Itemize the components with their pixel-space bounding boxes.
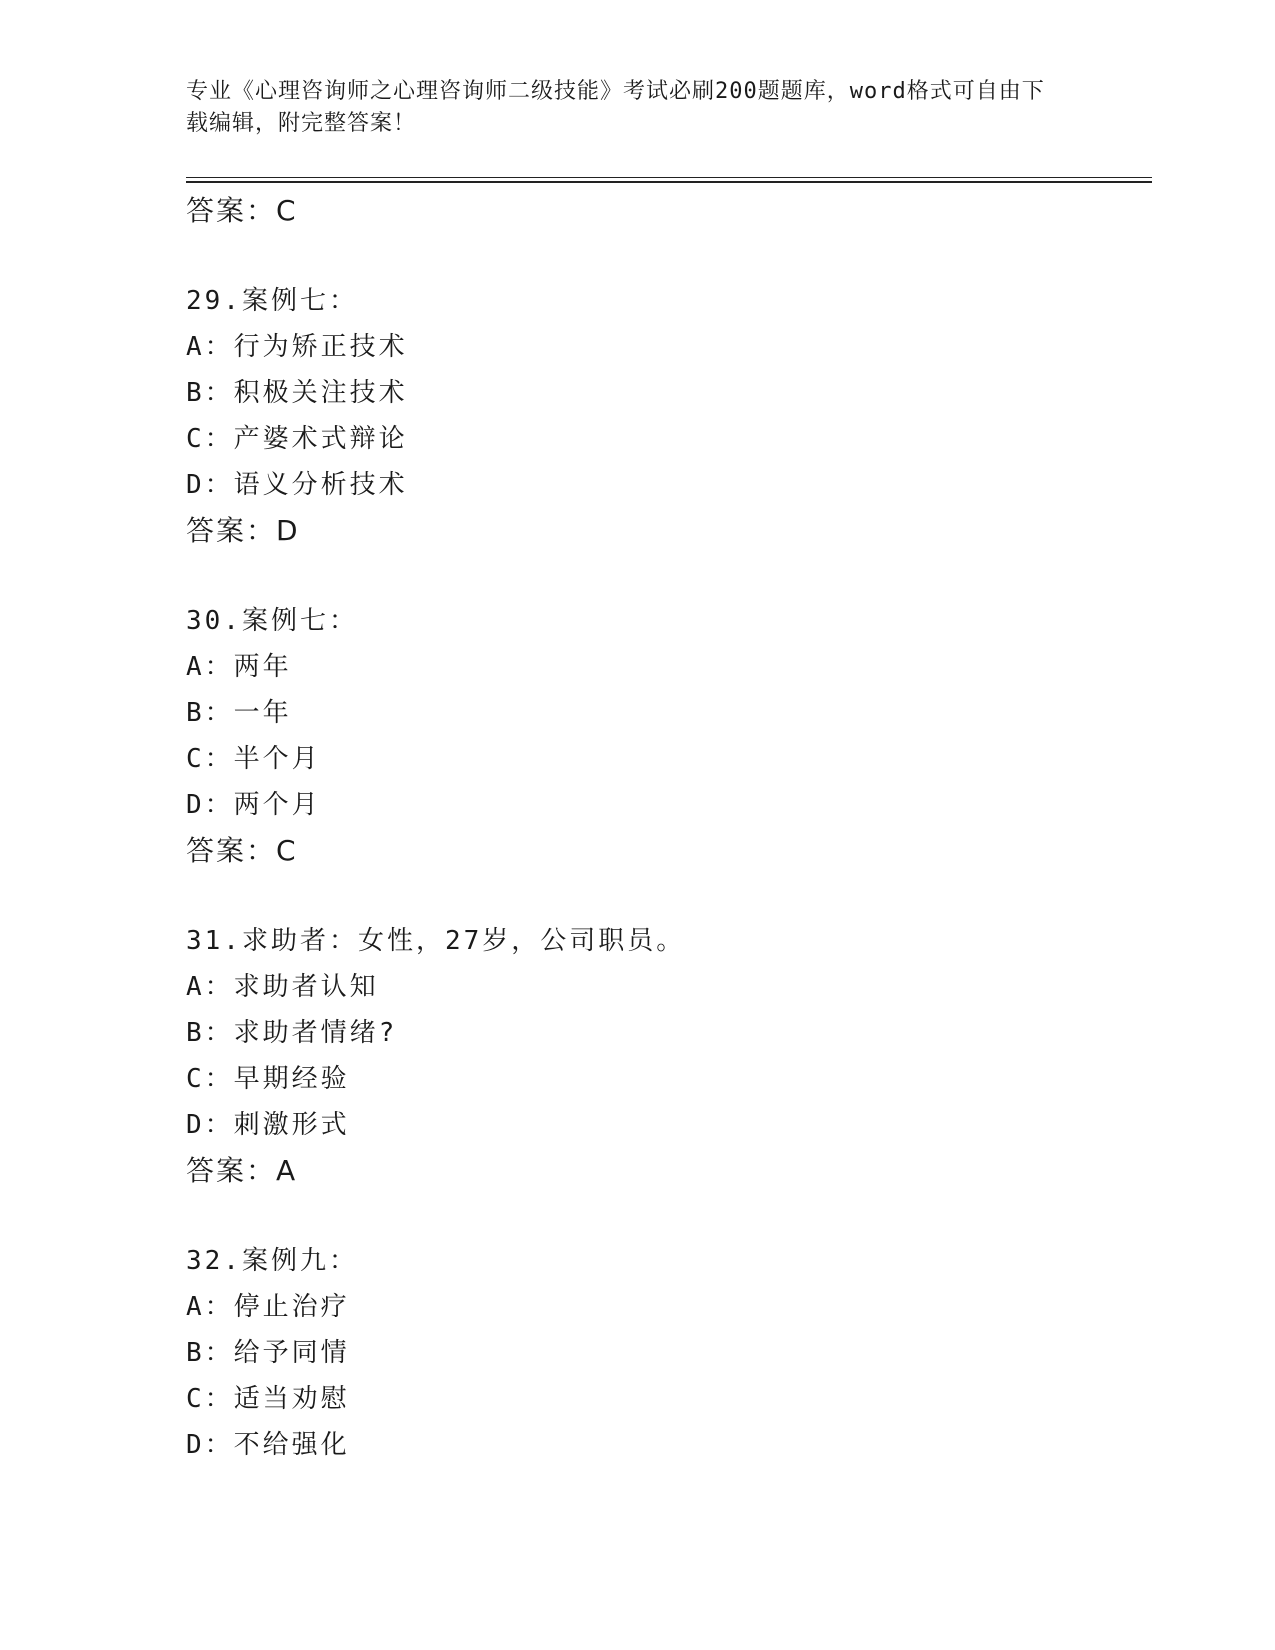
answer-line: 答案：C bbox=[186, 194, 298, 227]
spacer bbox=[186, 874, 1146, 918]
question-stem: 30.案例七： bbox=[186, 606, 358, 636]
header-divider-thin bbox=[186, 177, 1152, 178]
document-header: 专业《心理咨询师之心理咨询师二级技能》考试必刷200题题库，word格式可自由下载编辑，附完整答案！ bbox=[186, 79, 1045, 136]
answer-line: 答案：C bbox=[186, 834, 298, 867]
option-a: A：停止治疗 bbox=[186, 1292, 350, 1322]
question-block bbox=[186, 1238, 1146, 1468]
answer-line: 答案：A bbox=[186, 1154, 298, 1187]
question-stem: 32.案例九： bbox=[186, 1246, 358, 1276]
question-block bbox=[186, 598, 1146, 874]
header-divider-thick bbox=[186, 181, 1152, 183]
option-b: B：积极关注技术 bbox=[186, 378, 408, 408]
question-stem: 31.求助者：女性，27岁，公司职员。 bbox=[186, 926, 686, 956]
option-b: B：求助者情绪? bbox=[186, 1018, 398, 1048]
question-block bbox=[186, 918, 1146, 1194]
option-d: D：两个月 bbox=[186, 790, 321, 820]
option-d: D：语义分析技术 bbox=[186, 470, 408, 500]
spacer bbox=[186, 1194, 1146, 1238]
option-c: C：半个月 bbox=[186, 744, 321, 774]
question-list bbox=[186, 188, 1146, 1468]
answer-line: 答案：D bbox=[186, 514, 300, 547]
option-a: A：两年 bbox=[186, 652, 292, 682]
spacer bbox=[186, 234, 1146, 278]
option-b: B：一年 bbox=[186, 698, 292, 728]
question-block bbox=[186, 278, 1146, 554]
option-c: C：产婆术式辩论 bbox=[186, 424, 408, 454]
spacer bbox=[186, 554, 1146, 598]
question-stem: 29.案例七： bbox=[186, 286, 358, 316]
option-c: C：适当劝慰 bbox=[186, 1384, 350, 1414]
option-d: D：不给强化 bbox=[186, 1430, 350, 1460]
option-c: C：早期经验 bbox=[186, 1064, 350, 1094]
option-a: A：求助者认知 bbox=[186, 972, 379, 1002]
option-d: D：刺激形式 bbox=[186, 1110, 350, 1140]
option-b: B：给予同情 bbox=[186, 1338, 350, 1368]
option-a: A：行为矫正技术 bbox=[186, 332, 408, 362]
